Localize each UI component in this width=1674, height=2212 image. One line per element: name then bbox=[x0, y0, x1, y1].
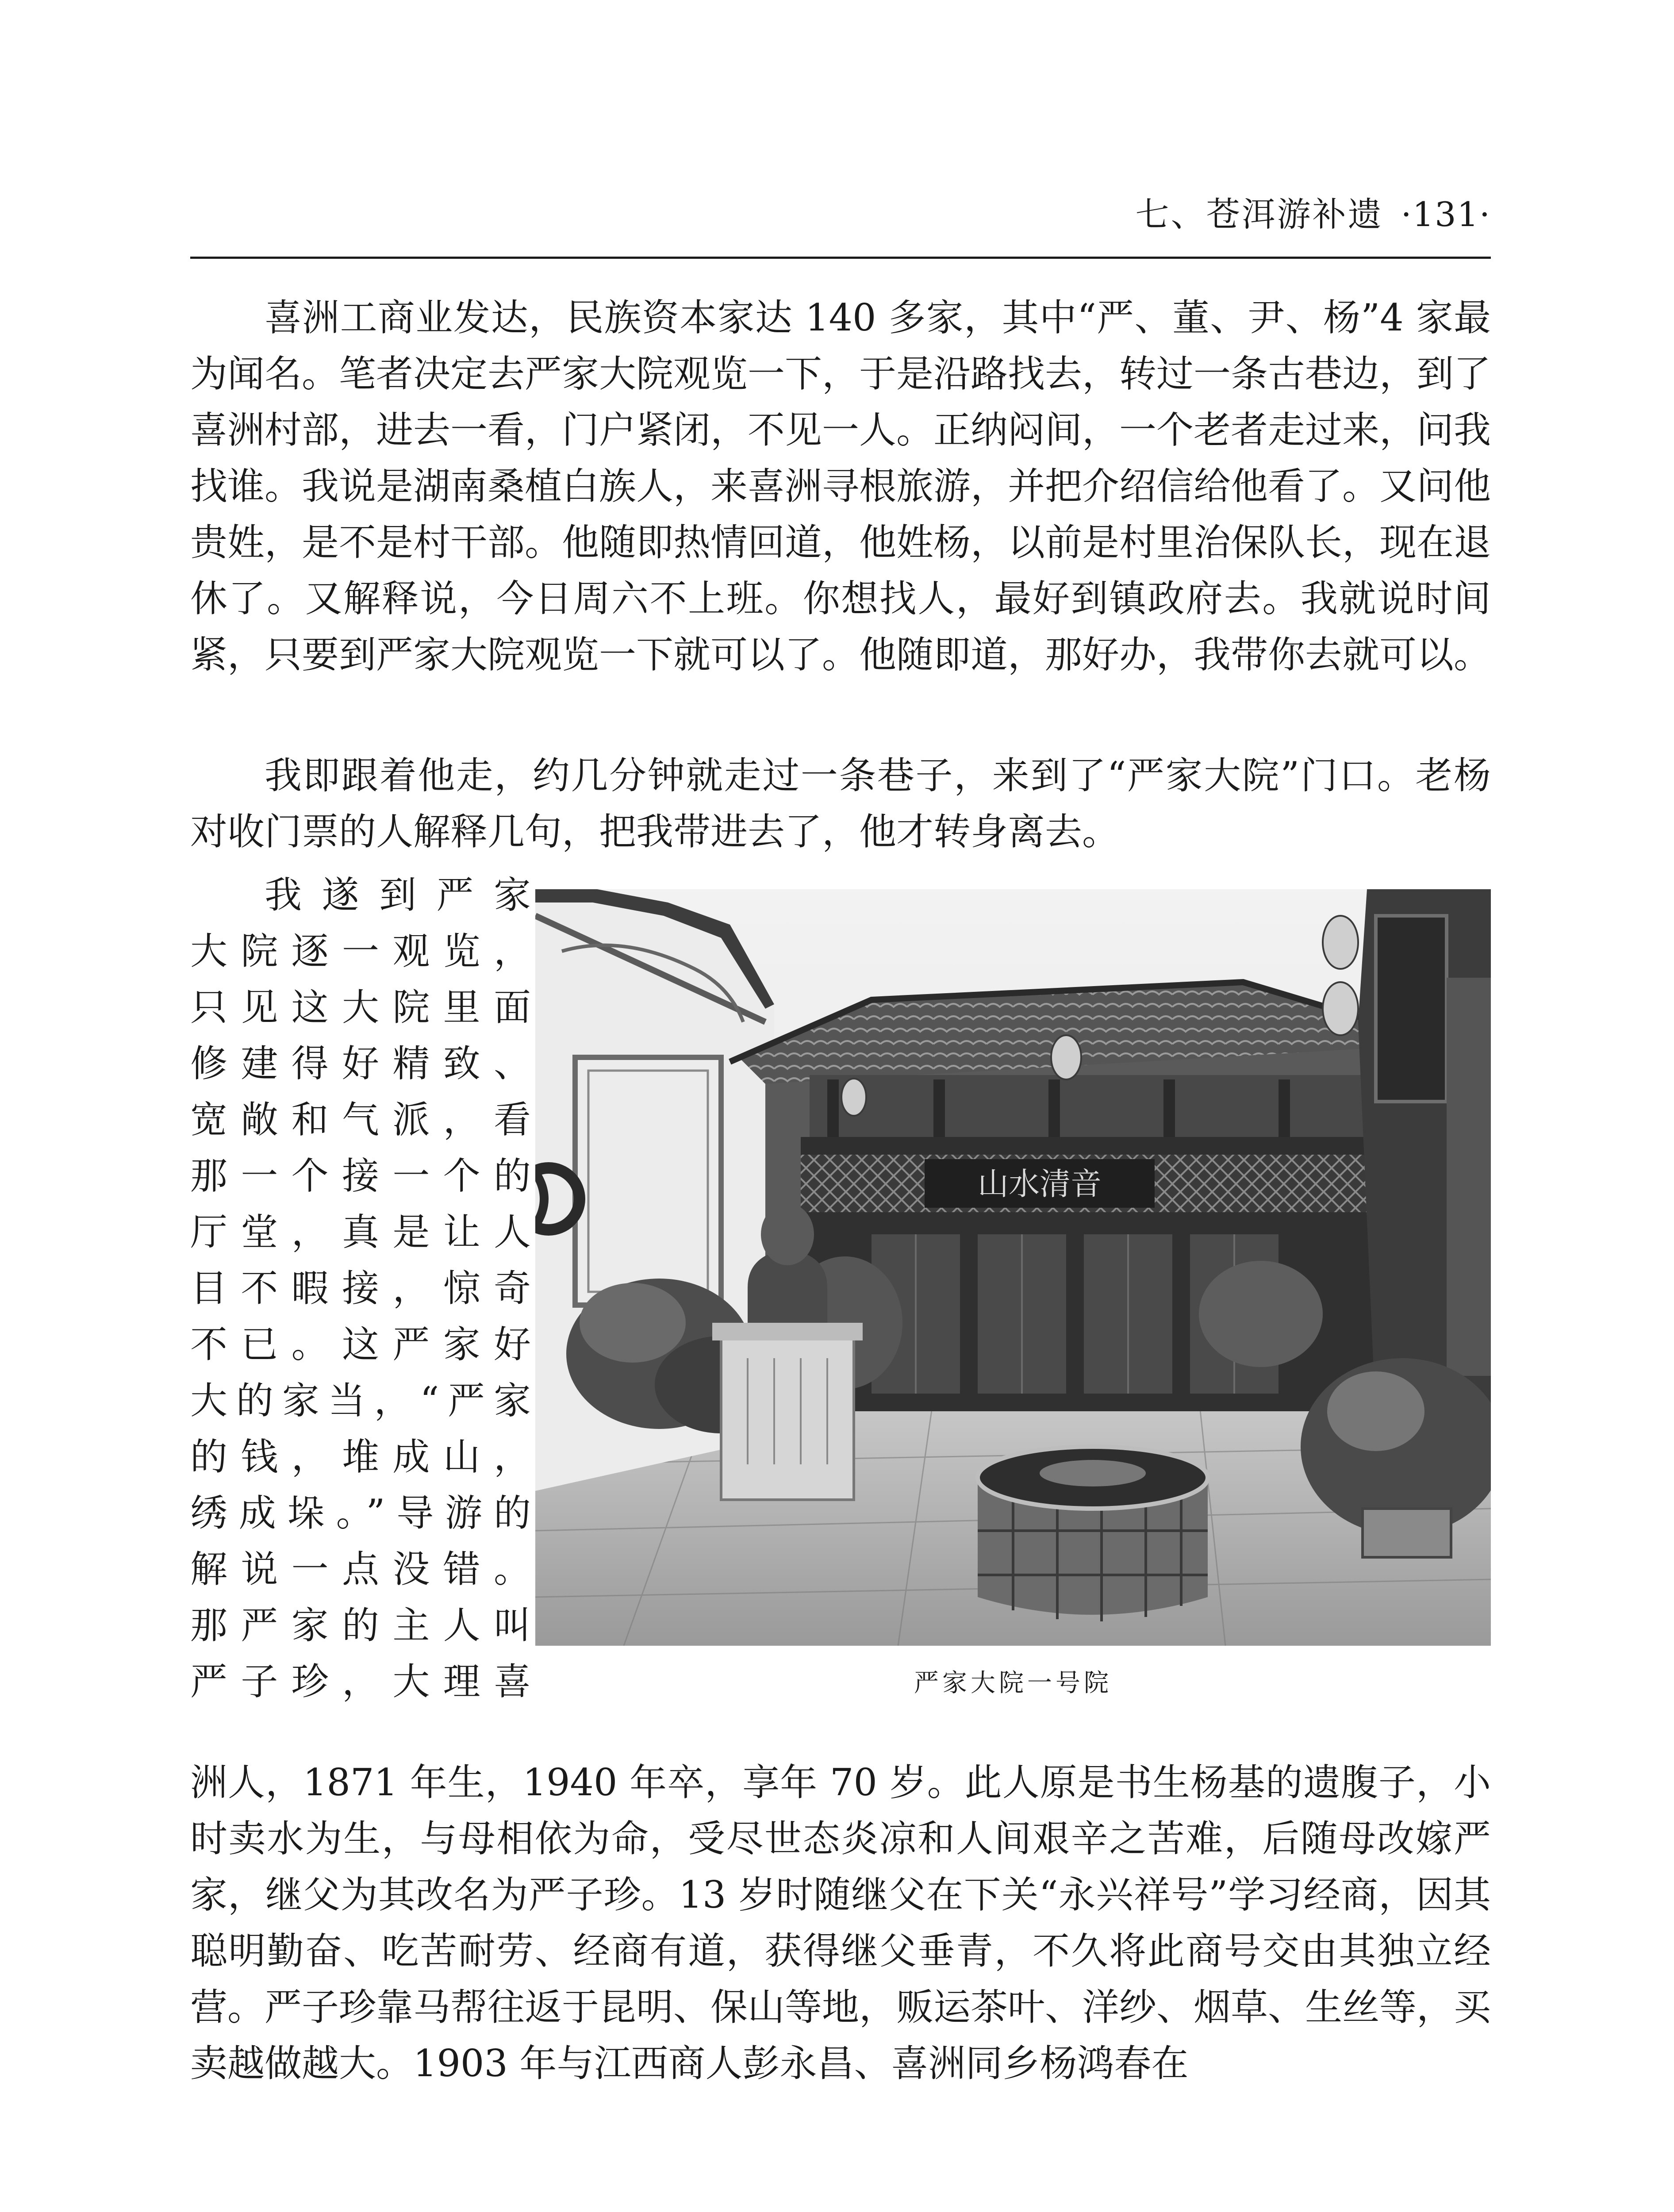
wrapped-line: 只见这大院里面 bbox=[190, 986, 531, 1029]
wrapped-line: 修建得好精致、 bbox=[190, 1042, 531, 1085]
wrapped-line: 不已。这严家好 bbox=[190, 1323, 531, 1366]
wrapped-line: 我遂到严家 bbox=[265, 873, 531, 917]
chapter-title: 七、苍洱游补遗 bbox=[1135, 195, 1383, 234]
paragraph-2: 我即跟着他走，约几分钟就走过一条巷子，来到了“严家大院”门口。老杨对收门票的人解释几句，把我带进去了，他才转身离去。 bbox=[190, 754, 1491, 853]
wrapped-line: 绣成垛。”导游的 bbox=[190, 1491, 531, 1535]
photo-caption: 严家大院一号院 bbox=[914, 1669, 1112, 1697]
running-header bbox=[190, 186, 1491, 243]
hall-sign: 山水清音 bbox=[978, 1166, 1102, 1202]
wrapped-line: 厅堂，真是让人 bbox=[190, 1210, 531, 1254]
wrapped-line: 宽敞和气派，看 bbox=[190, 1098, 531, 1141]
page-number: ·131· bbox=[1401, 195, 1491, 234]
wrapped-line: 那严家的主人叫 bbox=[190, 1604, 531, 1647]
wrapped-line: 那一个接一个的 bbox=[190, 1154, 531, 1198]
wrapped-line: 目不暇接，惊奇 bbox=[190, 1267, 531, 1310]
courtyard-photo bbox=[535, 889, 1491, 1646]
paragraph-3-wrapped bbox=[190, 867, 531, 1710]
wrapped-line: 大院逐一观览， bbox=[190, 929, 531, 973]
wrapped-line: 严子珍，大理喜 bbox=[190, 1660, 531, 1703]
wrapped-line: 的钱，堆成山， bbox=[190, 1435, 531, 1479]
wrapped-line: 大的家当，“严家 bbox=[190, 1379, 531, 1422]
paragraph-1: 喜洲工商业发达，民族资本家达 140 多家，其中“严、董、尹、杨”4 家最为闻名。笔者决定去严家大院观览一下，于是沿路找去，转过一条古巷边，到了喜洲村部，进去一看，门户紧闭，不见一人。正纳闷间，一个老者走过来，问我找谁。我说是湖南桑植白族人，来喜洲寻根旅游，并把介绍信给他看了。又问他贵姓，是不是村干部。他随即热情回道，他姓杨，以前是村里治保队长，现在退休了。又解释说，今日周六不上班。你想找人，最好到镇政府去。我就说时间紧，只要到严家大院观览一下就可以了。他随即道，那好办，我带你去就可以。 bbox=[190, 296, 1491, 676]
wrapped-line: 解说一点没错。 bbox=[190, 1548, 531, 1591]
paragraph-3-continued: 洲人，1871 年生，1940 年卒，享年 70 岁。此人原是书生杨基的遗腹子，小时卖水为生，与母相依为命，受尽世态炎凉和人间艰辛之苦难，后随母改嫁严家，继父为其改名为严子珍。13 岁时随继父在下关“永兴祥号”学习经商，因其聪明勤奋、吃苦耐劳、经商有道，获得继父垂青，不久将此商号交由其独立经营。严子珍靠马帮往返于昆明、保山等地，贩运茶叶、洋纱、烟草、生丝等，买卖越做越大。1903 年与江西商人彭永昌、喜洲同乡杨鸿春在 bbox=[190, 1761, 1491, 2085]
header-rule bbox=[190, 257, 1491, 259]
